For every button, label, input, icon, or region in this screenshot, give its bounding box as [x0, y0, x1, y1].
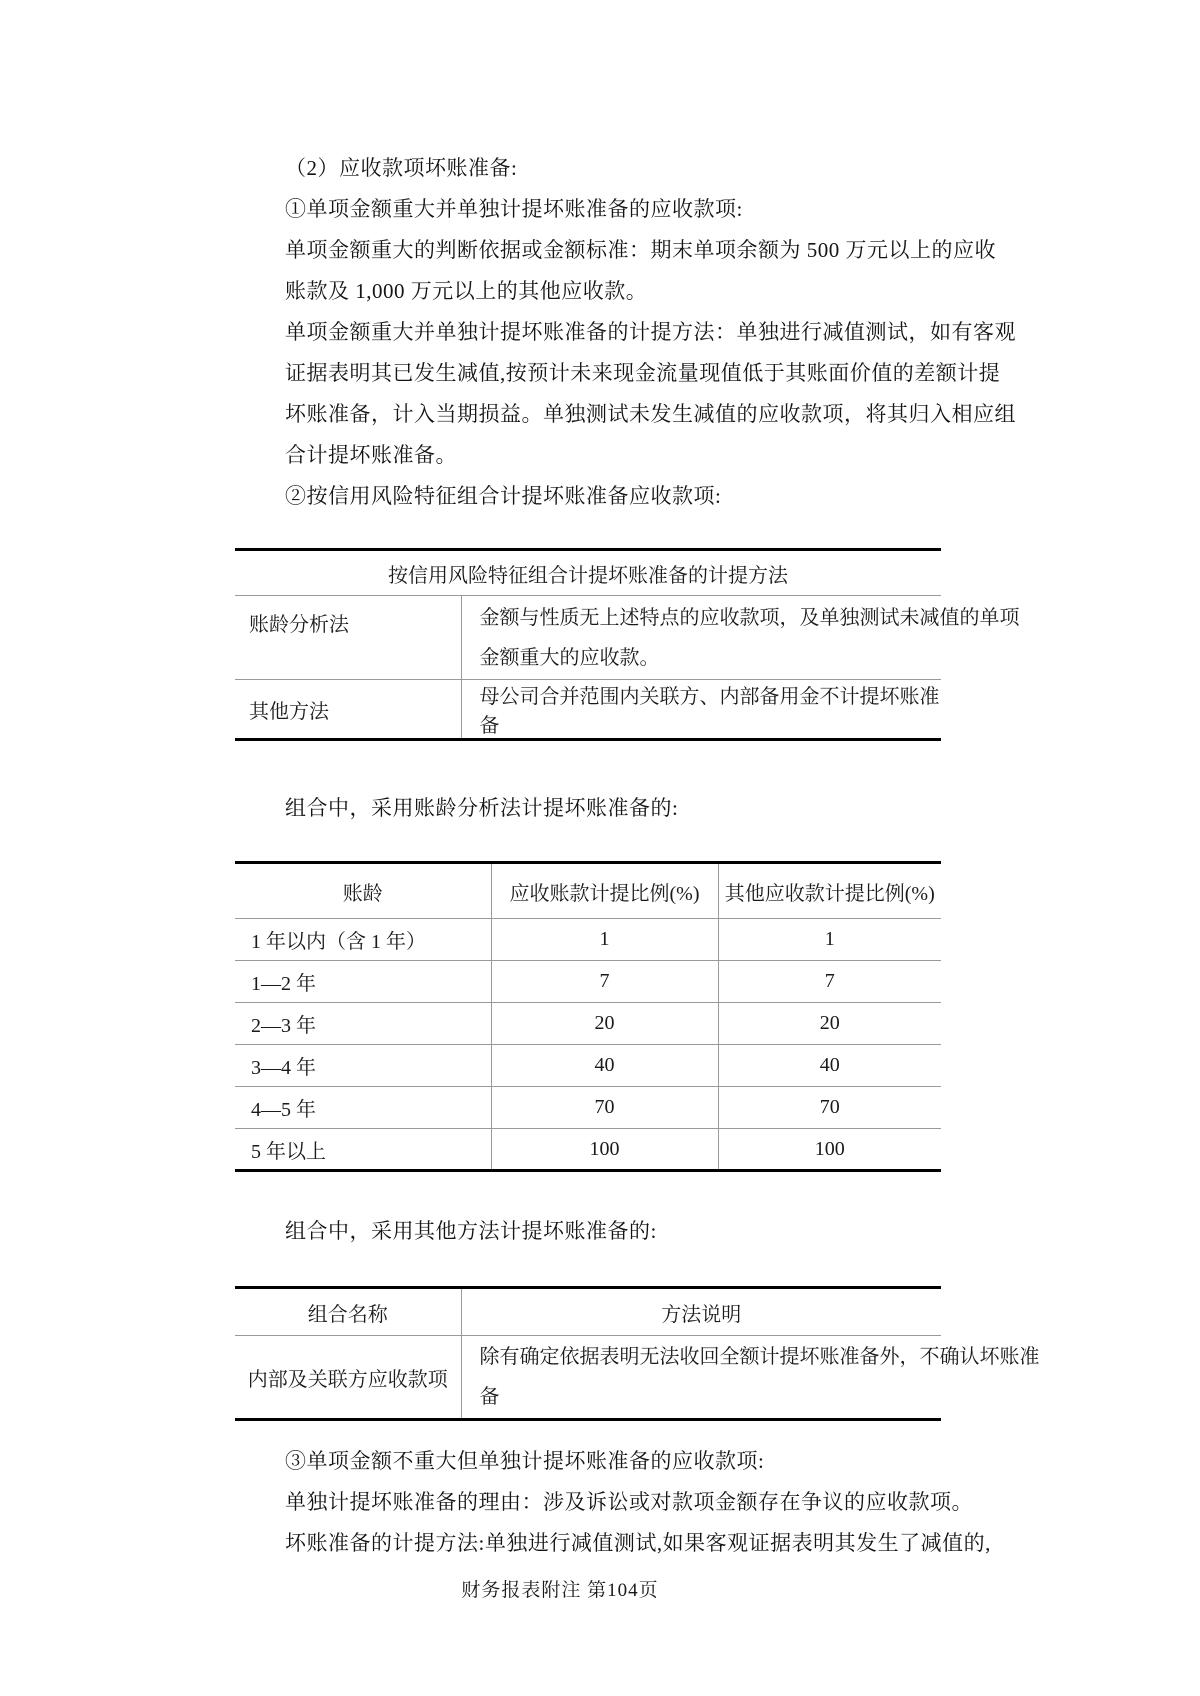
table-row: [235, 680, 941, 740]
aging-provision-table: [235, 861, 941, 1172]
table-cell: [461, 596, 1020, 680]
sub3-title: ③单项金额不重大但单独计提坏账准备的应收款项:: [285, 1449, 765, 1473]
table-row: [235, 1003, 941, 1045]
column-header: 其他应收款计提比例(%): [718, 863, 941, 919]
page-footer: 财务报表附注 第104页: [461, 1580, 659, 1601]
table-cell: 母公司合并范围内关联方、内部备用金不计提坏账准备: [461, 680, 941, 740]
table-row: [235, 961, 941, 1003]
table-cell: 40: [491, 1045, 718, 1087]
table-cell: 4—5 年: [235, 1087, 491, 1129]
sub1-title: ①单项金额重大并单独计提坏账准备的应收款项:: [285, 197, 743, 221]
paragraph-line: 坏账准备，计入当期损益。单独测试未发生减值的应收款项，将其归入相应组: [285, 402, 1016, 426]
table-cell: 1—2 年: [235, 961, 491, 1003]
other-method-table: [235, 1286, 1040, 1421]
paragraph-line: 单项金额重大的判断依据或金额标准：期末单项余额为 500 万元以上的应收: [285, 238, 996, 262]
section-heading: （2）应收款项坏账准备:: [285, 156, 518, 180]
table-row: [235, 1336, 941, 1420]
table-cell: 20: [491, 1003, 718, 1045]
table-cell: 5 年以上: [251, 1140, 326, 1163]
table-cell: 100: [491, 1129, 718, 1171]
table-row: [235, 596, 941, 680]
table-cell: 70: [491, 1087, 718, 1129]
table-cell: 7: [491, 961, 718, 1003]
table-cell-line: 金额与性质无上述特点的应收款项，及单独测试未减值的单项: [479, 606, 1020, 629]
table-cell: 1: [718, 919, 941, 961]
paragraph-line: 坏账准备的计提方法:单独进行减值测试,如果客观证据表明其发生了减值的,: [285, 1531, 991, 1555]
column-header: 账龄: [235, 863, 491, 919]
table-cell-line: 备: [479, 1386, 500, 1408]
page-content: [235, 148, 1040, 1564]
table-row: [235, 1129, 941, 1171]
table-row: [235, 919, 941, 961]
table-cell: [461, 1336, 1040, 1420]
table-header-row: [235, 863, 941, 919]
table-cell: 100: [718, 1129, 941, 1171]
paragraph-line: 单项金额重大并单独计提坏账准备的计提方法：单独进行减值测试，如有客观: [285, 320, 1016, 344]
credit-risk-method-table: [235, 548, 1020, 741]
paragraph-line: 账款及 1,000 万元以上的其他应收款。: [285, 279, 648, 303]
table-cell: 70: [718, 1087, 941, 1129]
table-header-row: [235, 1288, 941, 1336]
paragraph-line: 合计提坏账准备。: [285, 443, 457, 467]
table-cell: 40: [718, 1045, 941, 1087]
column-header: 组合名称: [235, 1288, 461, 1336]
table-cell: 其他方法: [249, 700, 329, 723]
table-cell: 7: [718, 961, 941, 1003]
table-title-cell: 按信用风险特征组合计提坏账准备的计提方法: [235, 550, 941, 596]
table-cell-line: 除有确定依据表明无法收回全额计提坏账准备外，不确认坏账准: [479, 1346, 1040, 1368]
table-cell-line: 金额重大的应收款。: [479, 646, 660, 669]
sub2-title: ②按信用风险特征组合计提坏账准备应收款项:: [285, 484, 722, 508]
aging-intro: 组合中，采用账龄分析法计提坏账准备的:: [285, 796, 679, 820]
paragraph-line: 单独计提坏账准备的理由：涉及诉讼或对款项金额存在争议的应收款项。: [285, 1490, 973, 1514]
paragraph-line: 证据表明其已发生减值,按预计未来现金流量现值低于其账面价值的差额计提: [285, 361, 1001, 385]
column-header: 应收账款计提比例(%): [491, 863, 718, 919]
table-row: [235, 1087, 941, 1129]
column-header: 方法说明: [461, 1288, 941, 1336]
table-cell: 账龄分析法: [235, 596, 461, 680]
table-cell: 2—3 年: [235, 1003, 491, 1045]
table-cell: 3—4 年: [235, 1045, 491, 1087]
table-cell: 1: [491, 919, 718, 961]
table-cell: 1 年以内（含 1 年）: [235, 919, 491, 961]
table-header-row: [235, 550, 941, 596]
table-cell: 内部及关联方应收款项: [247, 1368, 448, 1391]
table-cell: 20: [718, 1003, 941, 1045]
other-method-intro: 组合中，采用其他方法计提坏账准备的:: [285, 1219, 657, 1243]
table-row: [235, 1045, 941, 1087]
